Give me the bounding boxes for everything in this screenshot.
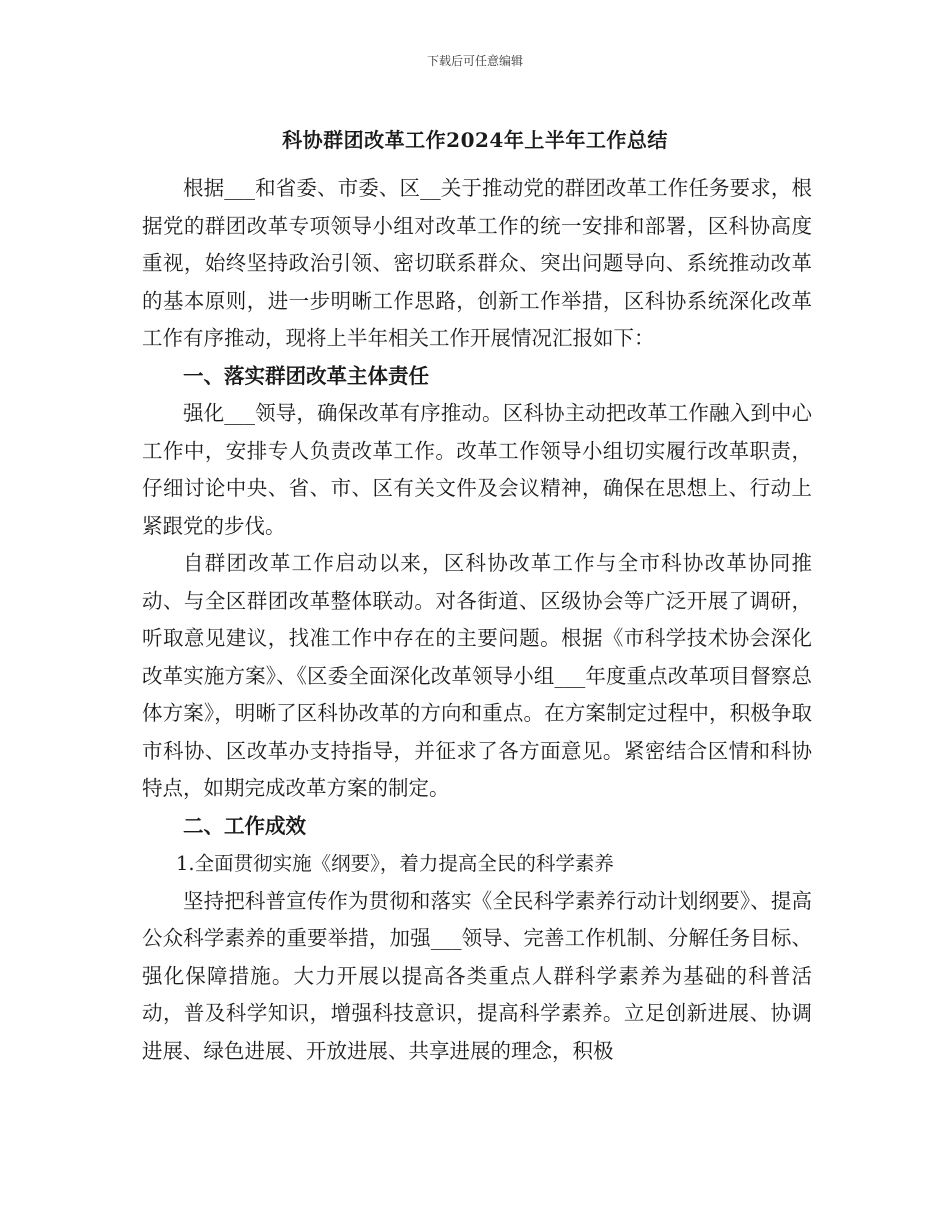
- section-1-paragraph-1: 强化___领导，确保改革有序推动。区科协主动把改革工作融入到中心工作中，安排专人负责改革工作。改革工作领导小组切实履行改革职责，仔细讨论中央、省、市、区有关文件及会议精神，确保在思想上、行动上紧跟党的步伐。: [142, 401, 812, 538]
- document-body: [142, 170, 812, 1070]
- section-1-paragraph-2: 自群团改革工作启动以来，区科协改革工作与全市科协改革协同推动、与全区群团改革整体联动。对各街道、区级协会等广泛开展了调研，听取意见建议，找准工作中存在的主要问题。根据《市科学技术协会深化改革实施方案》、《区委全面深化改革领导小组___年度重点改革项目督察总体方案》，明晰了区科协改革的方向和重点。在方案制定过程中，积极争取市科协、区改革办支持指导，并征求了各方面意见。紧密结合区情和科协特点，如期完成改革方案的制定。: [142, 551, 812, 800]
- section-heading-2: 二、工作成效: [183, 813, 306, 838]
- section-2-paragraph-1: 坚持把科普宣传作为贯彻和落实《全民科学素养行动计划纲要》、提高公众科学素养的重要举措，加强___领导、完善工作机制、分解任务目标、强化保障措施。大力开展以提高各类重点人群科学素养为基础的科普活动，普及科学知识，增强科技意识，提高科学素养。立足创新进展、协调进展、绿色进展、开放进展、共享进展的理念，积极: [142, 888, 812, 1063]
- header-note: 下载后可任意编辑: [426, 54, 523, 68]
- subsection-heading-1: 1.全面贯彻实施《纲要》，着力提高全民的科学素养: [176, 852, 614, 875]
- section-heading-1: 一、落实群团改革主体责任: [183, 363, 429, 388]
- intro-paragraph: 根据___和省委、市委、区__关于推动党的群团改革工作任务要求，根据党的群团改革专项领导小组对改革工作的统一安排和部署，区科协高度重视，始终坚持政治引领、密切联系群众、突出问题导向、系统推动改革的基本原则，进一步明晰工作思路，创新工作举措，区科协系统深化改革工作有序推动，现将上半年相关工作开展情况汇报如下：: [142, 176, 812, 350]
- document-title: 科协群团改革工作2024年上半年工作总结: [282, 128, 668, 152]
